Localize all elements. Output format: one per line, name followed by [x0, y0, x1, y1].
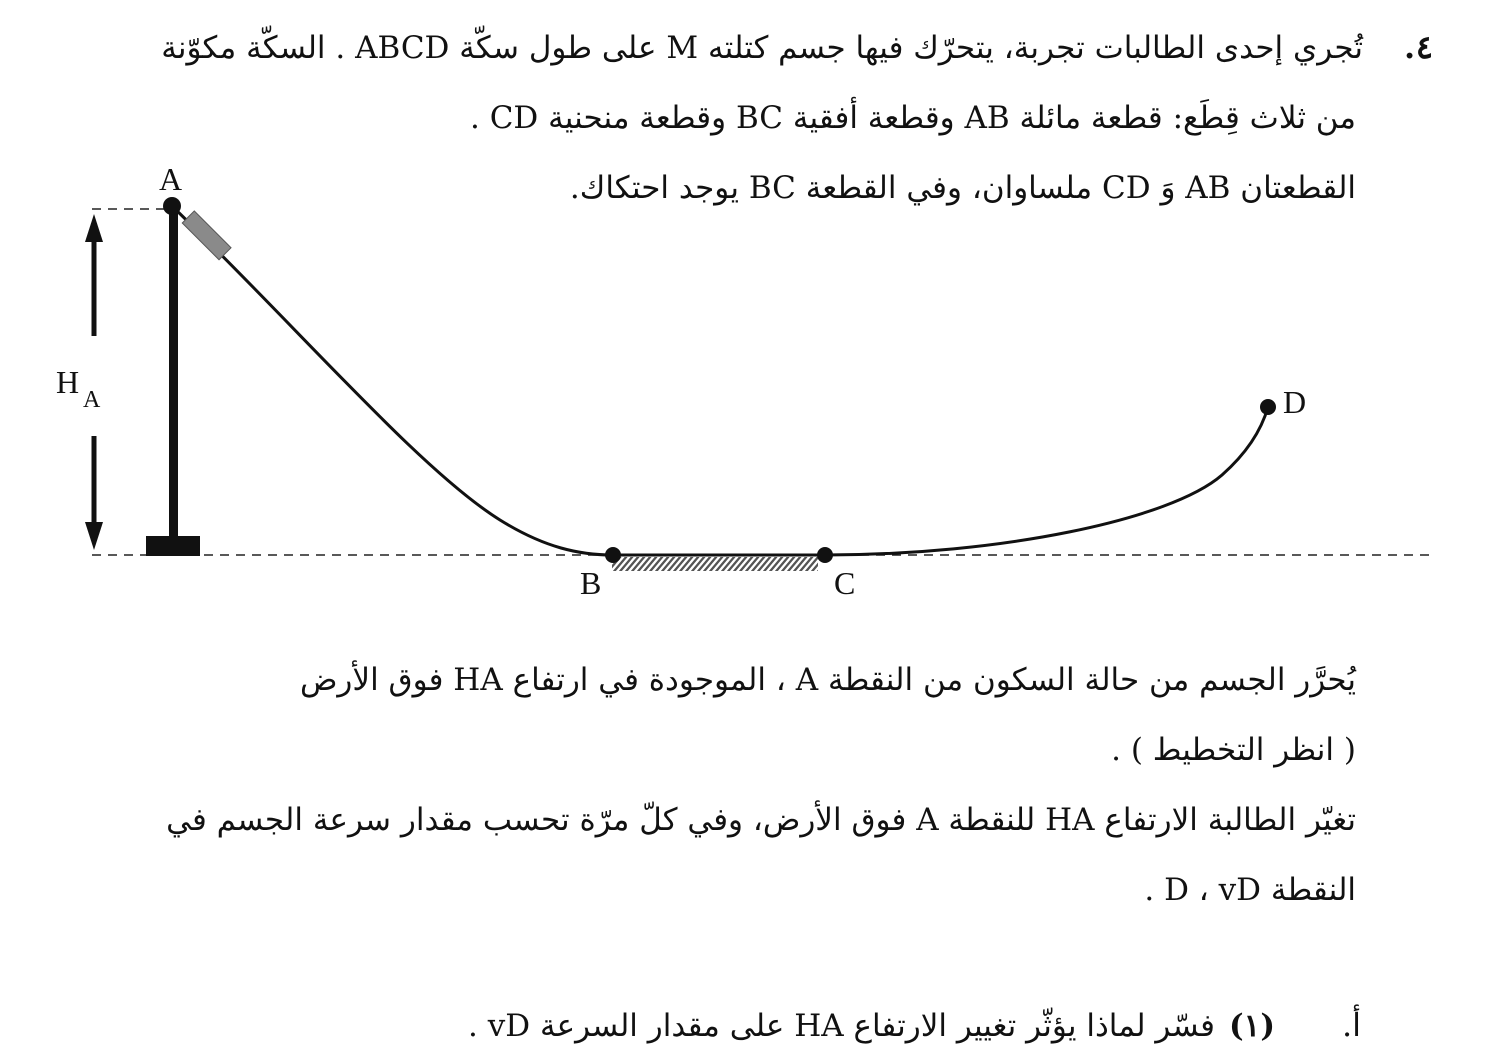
height-label-sub: A — [83, 387, 101, 413]
question-dot: . — [1404, 28, 1416, 66]
part-a-item: (١) — [1229, 1008, 1275, 1044]
label-a: A — [159, 161, 183, 197]
label-b: B — [580, 565, 602, 601]
point-a — [163, 197, 181, 215]
stand-pole — [169, 206, 178, 538]
intro-line-1: تُجري إحدى الطالبات تجربة، يتحرّك فيها جسم كتلته M على طول سكّة ABCD . السكّة مكوّنة — [161, 30, 1363, 66]
point-b — [605, 547, 621, 563]
intro-line-2: من ثلاث قِطَع: قطعة مائلة AB وقطعة أفقية BC وقطعة منحنية CD . — [469, 100, 1356, 136]
track-cd — [825, 407, 1268, 555]
part-a-text: فسّر لماذا يؤثّر تغيير الارتفاع HA على مقدار السرعة vD . — [468, 1008, 1215, 1044]
question-number: ٤ — [1415, 28, 1433, 66]
height-arrow-down-head — [85, 522, 103, 550]
body-m — [182, 211, 231, 260]
track-ab — [172, 206, 613, 555]
part-a-letter: أ. — [1341, 1006, 1361, 1044]
friction-hatch — [612, 557, 818, 571]
after-line-1: يُحرَّر الجسم من حالة السكون من النقطة A ، الموجودة في ارتفاع HA فوق الأرض — [299, 662, 1356, 698]
height-arrow-up-head — [85, 214, 103, 242]
after-line-3: تغيّر الطالبة الارتفاع HA للنقطة A فوق الأرض، وفي كلّ مرّة تحسب مقدار سرعة الجسم في — [166, 802, 1356, 838]
stand-base — [146, 536, 200, 556]
after-line-2: ( انظر التخطيط ) . — [1111, 732, 1356, 768]
label-c: C — [834, 565, 856, 601]
point-d — [1260, 399, 1276, 415]
point-c — [817, 547, 833, 563]
after-line-4: النقطة D ، vD . — [1144, 872, 1356, 908]
height-label: H — [56, 364, 80, 400]
intro-line-3: القطعتان AB وَ CD ملساوان، وفي القطعة BC يوجد احتكاك. — [569, 170, 1356, 206]
label-d: D — [1283, 384, 1307, 420]
